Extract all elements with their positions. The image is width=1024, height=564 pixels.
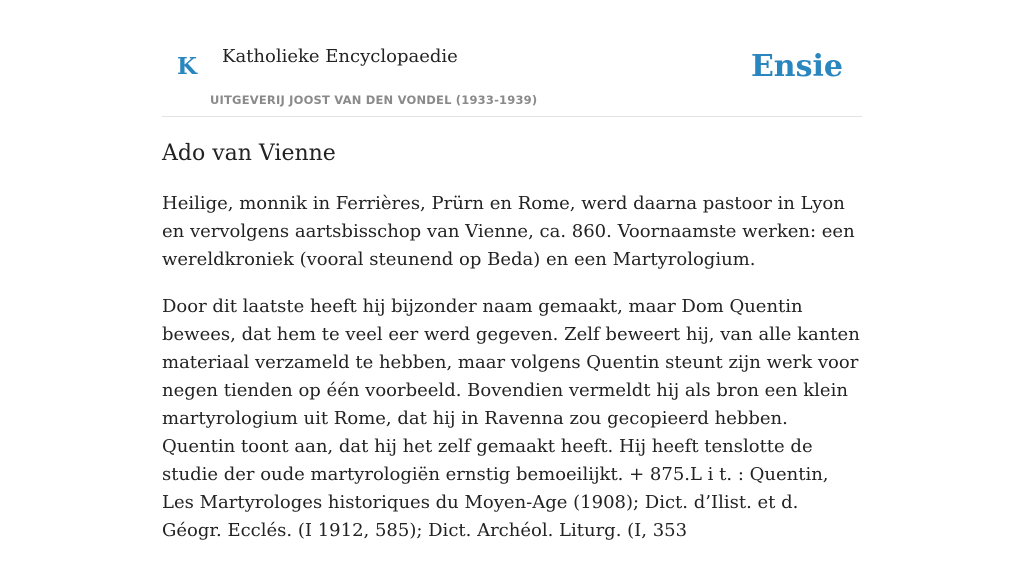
article-paragraph: Door dit laatste heeft hij bijzonder naam gemaakt, maar Dom Quentin bewees, dat hem te veel eer werd gegeven. Zelf beweert hij, van alle kanten materiaal verzameld te hebben, maar volgens Quentin steunt zijn werk voor negen tienden op één voorbeeld. Bovendien vermeldt hij als bron een klein martyrologium uit Rome, dat hij in Ravenna zou gecopieerd hebben. Quentin toont aan, dat hij het zelf gemaakt heeft. Hij heeft tenslotte de studie der oude martyrologiën ernstig bemoeilijkt. + 875.L i t. : Quentin, Les Martyrologes historiques du Moyen-Age (1908); Dict. d’Ilist. et d. Géogr. Ecclés. (I 1912, 585); Dict. Archéol. Liturg. (I, 353	[162, 295, 860, 541]
article-title: Ado van Vienne	[162, 141, 336, 166]
article	[162, 139, 862, 564]
brand-logo-link[interactable]: Ensie	[750, 49, 843, 84]
article-paragraph: Heilige, monnik in Ferrières, Prürn en Rome, werd daarna pastoor in Lyon en vervolgens aartsbisschop van Vienne, ca. 860. Voornaamste werken: een wereldkroniek (vooral steunend op Beda) en een Martyrologium.	[162, 192, 855, 270]
site-header	[162, 0, 862, 117]
site-subtitle: UITGEVERIJ JOOST VAN DEN VONDEL (1933-1939)	[210, 93, 538, 107]
site-title-link[interactable]: Katholieke Encyclopaedie	[222, 46, 458, 67]
logo-letter[interactable]: K	[177, 53, 197, 80]
